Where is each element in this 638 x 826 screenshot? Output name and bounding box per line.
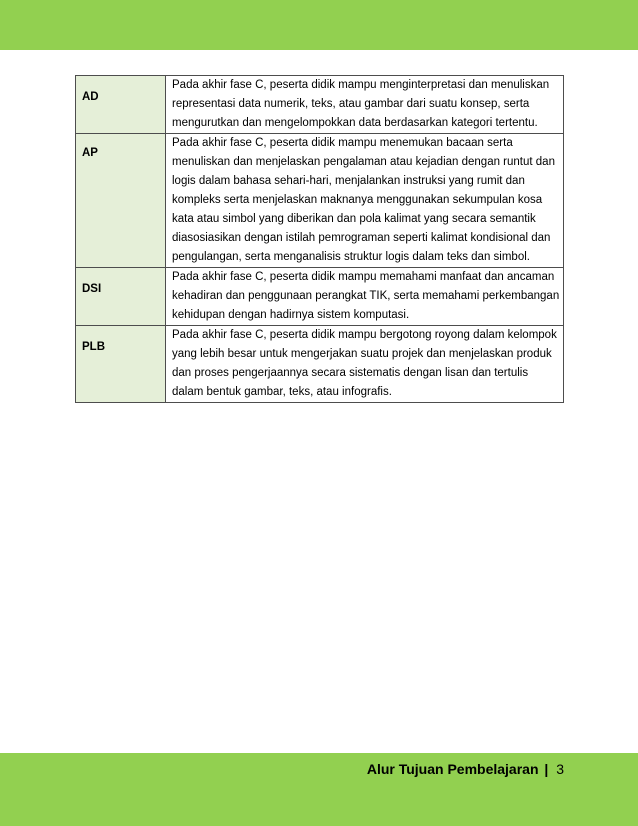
table-row bbox=[76, 76, 564, 134]
element-code-cell bbox=[76, 76, 166, 134]
element-code-cell bbox=[76, 268, 166, 326]
objective-description: Pada akhir fase C, peserta didik mampu bergotong royong dalam kelompok yang lebih besar untuk mengerjakan suatu projek dan menjelaskan produk dan proses pengerjaannya secara sistematis dengan lisan dan tertulis dalam bentuk gambar, teks, atau infografis. bbox=[166, 326, 564, 403]
header-band bbox=[0, 0, 638, 50]
footer-title: Alur Tujuan Pembelajaran bbox=[366, 761, 539, 777]
objective-description: Pada akhir fase C, peserta didik mampu menemukan bacaan serta menuliskan dan menjelaskan pengalaman atau kejadian dengan runtut dan logis dalam bahasa sehari-hari, menjalankan instruksi yang rumit dan kompleks serta menjelaskan maknanya menggunakan sekumpulan kosa kata atau simbol yang diberikan dan pola kalimat yang secara semantik diasosiasikan dengan istilah pemrograman seperti kalimat kondisional dan pengulangan, serta menganalisis struktur logis dalam teks dan simbol. bbox=[166, 134, 564, 268]
page-number: 3 bbox=[556, 761, 564, 777]
table-row bbox=[76, 326, 564, 403]
element-code-cell bbox=[76, 134, 166, 268]
element-code: PLB bbox=[82, 341, 105, 353]
objective-description: Pada akhir fase C, peserta didik mampu menginterpretasi dan menuliskan representasi data numerik, teks, atau gambar dari suatu konsep, serta mengurutkan dan mengelompokkan data berdasarkan kategori tertentu. bbox=[166, 76, 564, 134]
table-row bbox=[76, 268, 564, 326]
objective-description: Pada akhir fase C, peserta didik mampu memahami manfaat dan ancaman kehadiran dan penggunaan perangkat TIK, serta memahami perkembangan kehidupan dengan hadirnya sistem komputasi. bbox=[166, 268, 564, 326]
learning-objectives-table bbox=[75, 75, 564, 403]
element-code-cell bbox=[76, 326, 166, 403]
page-footer bbox=[367, 761, 564, 777]
table-row bbox=[76, 134, 564, 268]
element-code: DSI bbox=[82, 283, 102, 295]
element-code: AD bbox=[82, 91, 99, 103]
footer-separator: | bbox=[544, 761, 549, 777]
element-code: AP bbox=[82, 147, 98, 159]
